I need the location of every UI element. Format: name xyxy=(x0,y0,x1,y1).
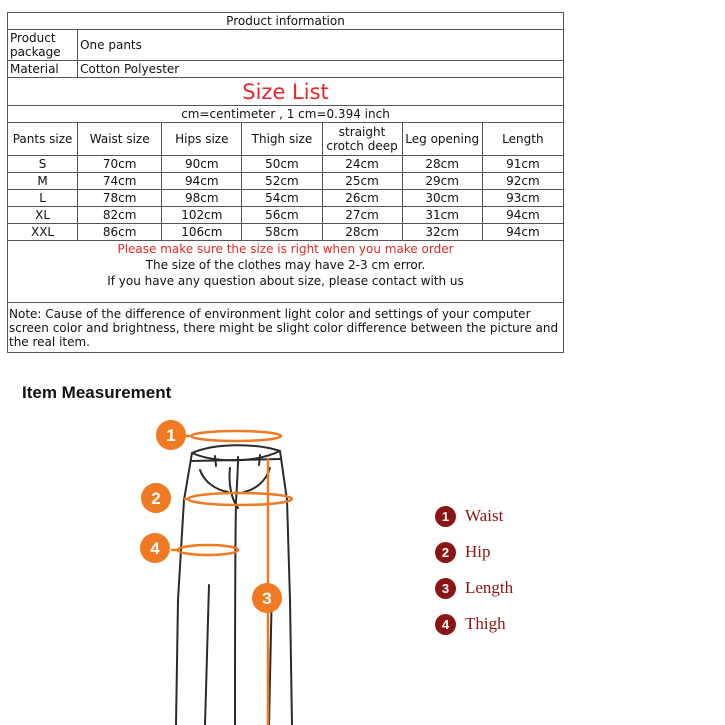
table-cell: 52cm xyxy=(242,173,322,190)
table-cell: 28cm xyxy=(322,224,402,241)
legend-number: 2 xyxy=(435,542,456,563)
table-cell: 106cm xyxy=(162,224,242,241)
legend-item-waist xyxy=(435,498,513,534)
error-note: The size of the clothes may have 2-3 cm error. xyxy=(145,258,426,272)
table-cell: M xyxy=(8,173,78,190)
table-cell: 78cm xyxy=(78,190,162,207)
table-row xyxy=(8,173,564,190)
color-disclaimer: Note: Cause of the difference of environment light color and settings of your computer screen color and brightness, there might be slight color difference between the picture and the real item. xyxy=(8,303,564,353)
table-cell: 74cm xyxy=(78,173,162,190)
table-cell: 31cm xyxy=(402,207,482,224)
table-cell: 58cm xyxy=(242,224,322,241)
material-value: Cotton Polyester xyxy=(78,61,564,78)
table-cell: 91cm xyxy=(482,156,563,173)
unit-note: cm=centimeter , 1 cm=0.394 inch xyxy=(8,106,564,123)
legend-item-length xyxy=(435,570,513,606)
table-cell: 94cm xyxy=(482,224,563,241)
table-cell: 28cm xyxy=(402,156,482,173)
marker-thigh: 4 xyxy=(150,539,160,558)
material-label: Material xyxy=(8,61,78,78)
table-cell: XXL xyxy=(8,224,78,241)
column-header: Hips size xyxy=(162,123,242,156)
table-cell: 102cm xyxy=(162,207,242,224)
table-row xyxy=(8,207,564,224)
size-header-row xyxy=(8,123,564,156)
legend-label: Length xyxy=(465,578,514,597)
size-chart-table xyxy=(7,12,564,353)
legend-label: Hip xyxy=(465,542,491,561)
column-header: straight crotch deep xyxy=(322,123,402,156)
table-cell: S xyxy=(8,156,78,173)
table-cell: L xyxy=(8,190,78,207)
size-notes xyxy=(8,241,564,303)
legend-item-thigh xyxy=(435,606,513,642)
measurement-markers xyxy=(140,420,282,613)
table-cell: 30cm xyxy=(402,190,482,207)
table-cell: 90cm xyxy=(162,156,242,173)
size-list-title: Size List xyxy=(8,78,564,106)
table-cell: 94cm xyxy=(162,173,242,190)
product-info-header: Product information xyxy=(8,13,564,30)
table-cell: XL xyxy=(8,207,78,224)
table-cell: 93cm xyxy=(482,190,563,207)
contact-note: If you have any question about size, please contact with us xyxy=(107,274,464,288)
marker-hip: 2 xyxy=(151,489,161,508)
table-cell: 94cm xyxy=(482,207,563,224)
table-row xyxy=(8,224,564,241)
package-value: One pants xyxy=(78,30,564,61)
legend-number: 1 xyxy=(435,506,456,527)
table-cell: 29cm xyxy=(402,173,482,190)
legend-number: 4 xyxy=(435,614,456,635)
table-cell: 56cm xyxy=(242,207,322,224)
marker-length: 3 xyxy=(262,589,272,608)
legend-label: Thigh xyxy=(465,614,506,633)
table-cell: 70cm xyxy=(78,156,162,173)
table-cell: 27cm xyxy=(322,207,402,224)
pants-measurement-diagram xyxy=(120,410,320,725)
column-header: Thigh size xyxy=(242,123,322,156)
column-header: Length xyxy=(482,123,563,156)
table-cell: 26cm xyxy=(322,190,402,207)
column-header: Pants size xyxy=(8,123,78,156)
table-cell: 50cm xyxy=(242,156,322,173)
table-cell: 86cm xyxy=(78,224,162,241)
legend-item-hip xyxy=(435,534,513,570)
table-cell: 92cm xyxy=(482,173,563,190)
table-cell: 82cm xyxy=(78,207,162,224)
legend-number: 3 xyxy=(435,578,456,599)
item-measurement-title: Item Measurement xyxy=(22,383,172,402)
column-header: Waist size xyxy=(78,123,162,156)
table-cell: 98cm xyxy=(162,190,242,207)
table-row xyxy=(8,190,564,207)
table-cell: 24cm xyxy=(322,156,402,173)
table-cell: 25cm xyxy=(322,173,402,190)
legend-label: Waist xyxy=(465,506,504,525)
package-label: Product package xyxy=(8,30,78,61)
column-header: Leg opening xyxy=(402,123,482,156)
measurement-legend xyxy=(435,498,513,642)
size-warning: Please make sure the size is right when you make order xyxy=(117,242,454,256)
marker-waist: 1 xyxy=(166,426,176,445)
table-row xyxy=(8,156,564,173)
table-cell: 54cm xyxy=(242,190,322,207)
table-cell: 32cm xyxy=(402,224,482,241)
